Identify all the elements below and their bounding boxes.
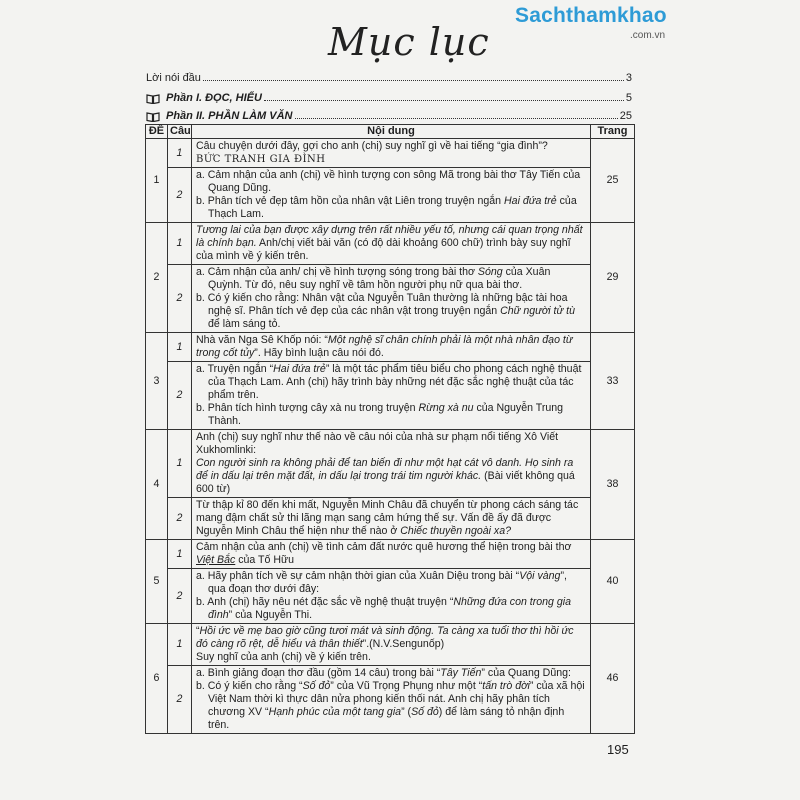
cau-number: 1 [168, 540, 192, 569]
toc-line-preface [146, 68, 632, 84]
quote: Một nghệ sĩ chân chính phải là một nhà nhân đạo từ trong cốt tủy [196, 334, 573, 359]
page-ref: 38 [591, 430, 635, 540]
option-a: a. Cảm nhận của anh (chị) về hình tượng con sông Mã trong bài thơ Tây Tiến của Quang Dũng. [196, 169, 581, 194]
text: b. Phân tích vẻ đẹp tâm hồn của nhân vật Liên trong truyện ngắn [196, 195, 505, 207]
watermark-domain: .com.vn [630, 30, 666, 41]
de-number: 1 [146, 139, 168, 223]
text: ” của xã hội Việt Nam thời kì thực dân nửa phong kiến thối nát. Anh chị hãy phân tích chương XV “ [208, 680, 585, 718]
text: b. Có ý kiến cho rằng “ [196, 680, 303, 692]
cau-number: 1 [168, 333, 192, 362]
de-number: 4 [146, 430, 168, 540]
watermark-logo: Sachthamkhao [515, 4, 667, 27]
text: b. Có ý kiến cho rằng: Nhân vật của Nguyễn Tuân thường là những bậc tài hoa nghệ sĩ. Phân tích vẻ đẹp của các nhân vật trong truyện ngắn [196, 292, 568, 317]
table-row [146, 540, 635, 569]
question-text: Cảm nhận của anh (chị) về tình cảm đất nước quê hương thể hiện trong bài thơ [196, 541, 572, 553]
work-title: tấn trò đời [482, 680, 530, 692]
watermark [515, 4, 667, 41]
table-row [146, 139, 635, 168]
text: (Bài viết không quá 600 từ) [196, 470, 575, 495]
question-content [192, 223, 591, 265]
cau-number: 1 [168, 430, 192, 498]
table-row [146, 168, 635, 223]
text: ”.(N.V.Sengunốp) [362, 638, 445, 650]
text: a. Bình giảng đoạn thơ đầu (gồm 14 câu) trong bài “ [196, 667, 441, 679]
work-title: Tây Tiến [440, 667, 482, 679]
work-title: Vội vàng [519, 570, 561, 582]
question-content [192, 139, 591, 168]
book-icon [146, 112, 160, 122]
table-row [146, 430, 635, 498]
cau-number: 2 [168, 666, 192, 734]
text: ” của Nguyễn Thi. [228, 609, 313, 621]
page-title: Mục lục [328, 20, 490, 64]
cau-number: 1 [168, 139, 192, 168]
book-icon [146, 94, 160, 104]
question-text: Anh (chị) suy nghĩ như thế nào về câu nói của nhà sư phạm nổi tiếng Xô Viết Xukhomlinki: [196, 431, 559, 456]
question-content [192, 498, 591, 540]
work-title: Sóng [477, 266, 503, 278]
question-content [192, 540, 591, 569]
cau-number: 1 [168, 223, 192, 265]
page-ref: 46 [591, 624, 635, 734]
toc-leader-dots [203, 80, 624, 81]
cau-number: 2 [168, 569, 192, 624]
question-content [192, 569, 591, 624]
question-content [192, 430, 591, 498]
table-row [146, 265, 635, 333]
work-title: Những đứa con trong gia đình [208, 596, 572, 621]
question-content [192, 333, 591, 362]
text: ”, qua đoạn thơ dưới đây: [208, 570, 567, 595]
toc-label: Lời nói đầu [146, 72, 201, 84]
question-text: Câu chuyện dưới đây, gợi cho anh (chị) suy nghĩ gì về hai tiếng “gia đình”? [196, 140, 548, 152]
story-title: BỨC TRANH GIA ĐÌNH [196, 154, 326, 165]
question-content [192, 362, 591, 430]
text: của Xuân Quỳnh. Từ đó, nêu suy nghĩ về tâm hồn người phụ nữ qua bài thơ. [208, 266, 551, 291]
work-title: Số đỏ [302, 680, 331, 692]
cau-number: 2 [168, 168, 192, 223]
option-b [196, 402, 586, 428]
text: “ [196, 625, 200, 637]
option-b [196, 680, 586, 732]
question-content [192, 265, 591, 333]
contents-table [145, 124, 635, 734]
text: b. Phân tích hình tượng cây xà nu trong truyện [196, 402, 419, 414]
work-title: Hạnh phúc của một tang gia [268, 706, 402, 718]
text: của Nguyễn Trung Thành. [208, 402, 564, 427]
toc-line-part-1 [146, 88, 632, 104]
table-row [146, 498, 635, 540]
question-text: Suy nghĩ của anh (chị) về ý kiến trên. [196, 651, 371, 663]
text: ” ( [401, 706, 412, 718]
work-title: Số đỏ [411, 706, 439, 718]
header-content: Nội dung [192, 125, 591, 139]
question-text: Anh/chị viết bài văn (có độ dài khoảng 600 chữ) trình bày suy nghĩ của mình về ý kiến trên. [196, 237, 571, 262]
de-number: 6 [146, 624, 168, 734]
header-cau: Câu [168, 125, 192, 139]
cau-number: 2 [168, 362, 192, 430]
text: Từ thập kỉ 80 đến khi mất, Nguyễn Minh Châu đã chuyển từ phong cách sáng tác mang đậm chất sử thi lãng mạn sang cảm hứng thế sự. Vấn đề ấy đã được Nguyễn Minh Châu thể hiện như thế nào ở [196, 499, 579, 537]
toc-page: 3 [625, 72, 632, 84]
text: a. Truyện ngắn “ [196, 363, 274, 375]
cau-number: 2 [168, 498, 192, 540]
text: Nhà văn Nga Sê Khốp nói: “ [196, 334, 328, 346]
cau-number: 2 [168, 265, 192, 333]
page-ref: 40 [591, 540, 635, 624]
table-row [146, 333, 635, 362]
work-title: Chữ người tử tù [500, 305, 575, 317]
option-a [196, 363, 586, 402]
page-number: 195 [607, 742, 629, 757]
text: a. Cảm nhận của anh/ chị về hình tượng sóng trong bài thơ [196, 266, 478, 278]
text: ” của Quang Dũng: [481, 667, 571, 679]
header-page: Trang [591, 125, 635, 139]
quote: Tương lai của bạn được xây dựng trên rất nhiều yếu tố, nhưng cái quan trọng nhất là chính bạn. [196, 224, 583, 249]
question-content [192, 624, 591, 666]
text: ”. Hãy bình luận câu nói đó. [254, 347, 384, 359]
text: để làm sáng tỏ. [208, 318, 281, 330]
toc-leader-dots [295, 118, 618, 119]
text: a. Hãy phân tích về sự cảm nhận thời gian của Xuân Diệu trong bài “ [196, 570, 520, 582]
table-row [146, 666, 635, 734]
de-number: 3 [146, 333, 168, 430]
cau-number: 1 [168, 624, 192, 666]
work-title: Việt Bắc [196, 554, 236, 566]
work-title: Hai đứa trẻ [504, 195, 557, 207]
work-title: Rừng xà nu [418, 402, 474, 414]
table-row [146, 624, 635, 666]
page-ref: 29 [591, 223, 635, 333]
table-row [146, 569, 635, 624]
table-row [146, 362, 635, 430]
quote: Hồi ức về mẹ bao giờ cũng tươi mát và sinh động. Ta càng xa tuổi thơ thì hồi ức đó càng rõ rệt, dễ hiểu và thân thiết [196, 625, 574, 650]
option-a [196, 570, 586, 596]
header-de: ĐỀ [146, 125, 168, 139]
table-header-row [146, 125, 635, 139]
text: ” của Vũ Trọng Phụng như một “ [330, 680, 483, 692]
option-b [196, 292, 586, 331]
table-row [146, 223, 635, 265]
toc-label: Phần II. PHẦN LÀM VĂN [166, 110, 293, 122]
work-title: Chiếc thuyền ngoài xa? [400, 525, 512, 537]
text: b. Anh (chị) hãy nêu nét đặc sắc về nghệ thuật truyện “ [196, 596, 454, 608]
option-b [196, 596, 586, 622]
de-number: 2 [146, 223, 168, 333]
question-content [192, 168, 591, 223]
work-title: Hai đứa trẻ [273, 363, 326, 375]
toc-page: 25 [619, 110, 632, 122]
text: của Thạch Lam. [208, 195, 577, 220]
quote: Con người sinh ra không phải để tan biến đi như một hạt cát vô danh. Họ sinh ra để in dấu lại trên mặt đất, in dấu lại trong trái tim người khác. [196, 457, 574, 482]
option-a [196, 266, 586, 292]
text: ) để làm sáng tỏ nhận định trên. [208, 706, 565, 731]
toc-line-part-2 [146, 106, 632, 122]
de-number: 5 [146, 540, 168, 624]
toc-page: 5 [625, 92, 632, 104]
toc-label: Phần I. ĐỌC, HIỂU [166, 92, 262, 104]
question-content [192, 666, 591, 734]
page-ref: 25 [591, 139, 635, 223]
text: của Tố Hữu [235, 554, 294, 566]
page-ref: 33 [591, 333, 635, 430]
toc-leader-dots [264, 100, 624, 101]
option-b [196, 195, 586, 221]
option-a [196, 667, 586, 680]
text: ” là một tác phẩm tiêu biểu cho phong cách nghệ thuật của Thạch Lam. Anh (chị) hãy trình bày những nét đặc sắc nghệ thuật của tác phẩm trên. [208, 363, 582, 401]
